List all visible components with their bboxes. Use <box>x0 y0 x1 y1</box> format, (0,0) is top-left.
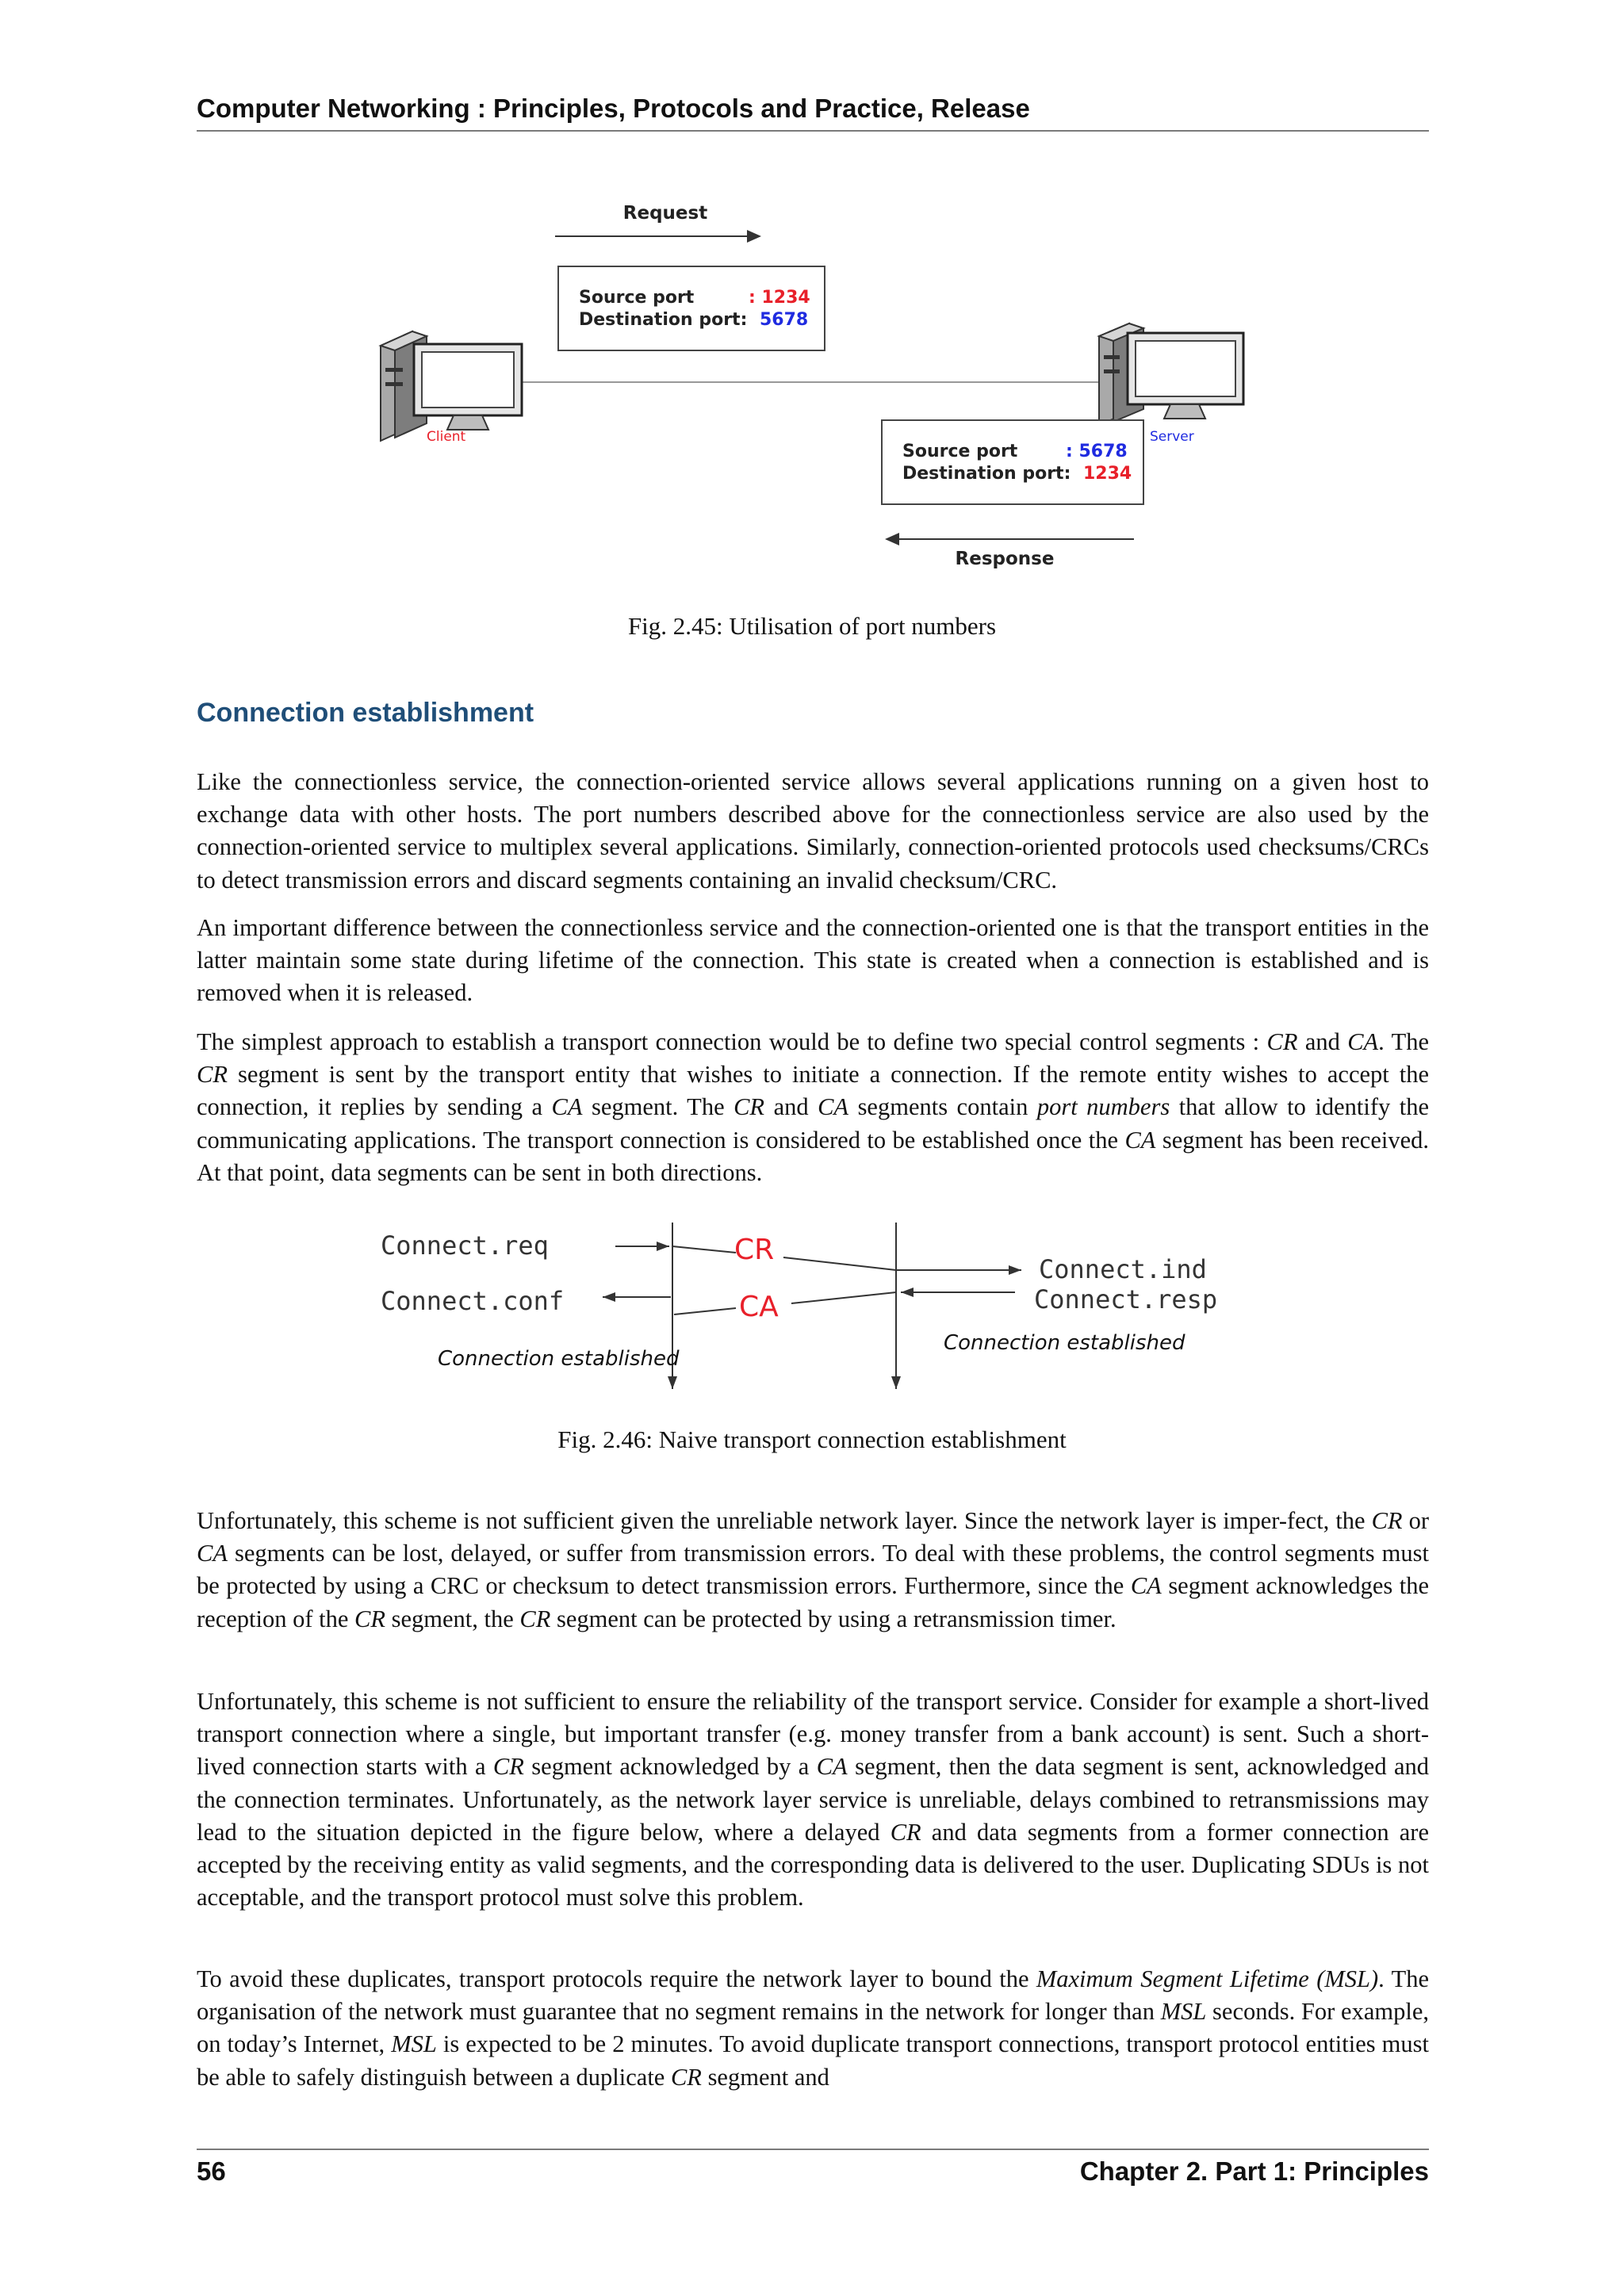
request-src-value: : 1234 <box>749 288 810 308</box>
server-computer-icon <box>1099 323 1243 425</box>
page-footer <box>197 2149 1429 2186</box>
response-src-value: : 5678 <box>1066 442 1128 461</box>
figure-caption-2-45: Fig. 2.45: Utilisation of port numbers <box>627 612 997 640</box>
running-header <box>197 90 1429 132</box>
paragraph-2: An important difference between the connectionless service and the connection-oriented one is that the transport entities in the latter maintain some state during lifetime of the connection. This state is created when a connection is established and is removed when it is released. <box>197 914 1429 1007</box>
ca-label: CA <box>739 1291 779 1323</box>
paragraph-1: Like the connectionless service, the connection-oriented service allows several applications running on a given host to exchange data with other hosts. The port numbers described above for the connectionless service are also used by the connection-oriented service to multiplex several applications. Similarly, connection-oriented protocols used checksums/CRCs to detect transmission errors and discard segments containing an invalid checksum/CRC. <box>197 768 1429 894</box>
cr-label: CR <box>734 1234 775 1266</box>
request-label: Request <box>622 203 708 224</box>
cr-segment-line <box>672 1246 896 1270</box>
response-dst-label: Destination port: <box>902 464 1071 484</box>
section-heading: Connection establishment <box>197 698 534 728</box>
response-label: Response <box>955 549 1055 569</box>
client-computer-icon <box>381 331 522 441</box>
request-box <box>558 266 825 350</box>
paragraph-6: To avoid these duplicates, transport protocols require the network layer to bound the Maximum Segment Lifetime (MSL). The organisation of the network must guarantee that no segment remains in the network for longer than MSL seconds. For example, on today’s Internet, MSL is expected to be 2 minutes. To avoid duplicate transport connections, transport protocol entities must be able to safely distinguish between a duplicate CR segment and <box>197 1965 1429 2091</box>
server-label: Server <box>1150 429 1194 445</box>
request-dst-value: 5678 <box>760 310 809 330</box>
connect-conf-label: Connect.conf <box>381 1286 565 1316</box>
header-title: Computer Networking : Principles, Protocols and Practice, Release <box>197 94 1030 123</box>
response-box <box>882 420 1143 504</box>
connection-established-left: Connection established <box>438 1347 680 1371</box>
connect-req-label: Connect.req <box>381 1230 549 1261</box>
response-src-label: Source port <box>902 442 1018 461</box>
chapter-title: Chapter 2. Part 1: Principles <box>1079 2156 1429 2186</box>
figure-naive-connection <box>371 1213 1259 1411</box>
ca-segment-line <box>674 1292 896 1314</box>
response-dst-value: 1234 <box>1083 464 1132 484</box>
paragraph-3: The simplest approach to establish a transport connection would be to define two special control segments : CR and CA. The CR segment is sent by the transport entity that wishes to initiate a connection. If the remote entity wishes to accept the connection, it replies by sending a CA segment. The CR and CA segments contain port numbers that allow to identify the communicating applications. The transport connection is considered to be established once the CA segment has been received. At that point, data segments can be sent in both directions. <box>197 1028 1430 1186</box>
client-label: Client <box>427 429 466 445</box>
figure-caption-2-46: Fig. 2.46: Naive transport connection establishment <box>557 1425 1067 1453</box>
request-dst-label: Destination port: <box>579 310 748 330</box>
paragraph-5: Unfortunately, this scheme is not sufficient to ensure the reliability of the transport service. Consider for example a short-lived transport connection where a single, but important transfer (e.g. money transfer from a bank account) is sent. Such a short-lived connection starts with a CR segment acknowledged by a CA segment, then the data segment is sent, acknowledged and the connection terminates. Unfortunately, as the network layer service is unreliable, delays combined to retransmissions may lead to the situation depicted in the figure below, where a delayed CR and data segments from a former connection are accepted by the receiving entity as valid segments, and the corresponding data is delivered to the user. Duplicating SDUs is not acceptable, and the transport protocol must solve this problem. <box>197 1688 1430 1911</box>
figure-port-numbers <box>371 189 1259 585</box>
connect-resp-label: Connect.resp <box>1034 1284 1218 1314</box>
page-number: 56 <box>197 2156 226 2186</box>
request-src-label: Source port <box>579 288 695 308</box>
paragraph-4: Unfortunately, this scheme is not sufficient given the unreliable network layer. Since the network layer is imper-fect, the CR or CA segments can be lost, delayed, or suffer from transmission errors. To deal with these problems, the control segments must be protected by using a CRC or checksum to detect transmission errors. Furthermore, since the CA segment acknowledges the reception of the CR segment, the CR segment can be protected by using a retransmission timer. <box>197 1507 1429 1632</box>
connection-established-right: Connection established <box>944 1331 1185 1355</box>
connect-ind-label: Connect.ind <box>1039 1254 1207 1284</box>
